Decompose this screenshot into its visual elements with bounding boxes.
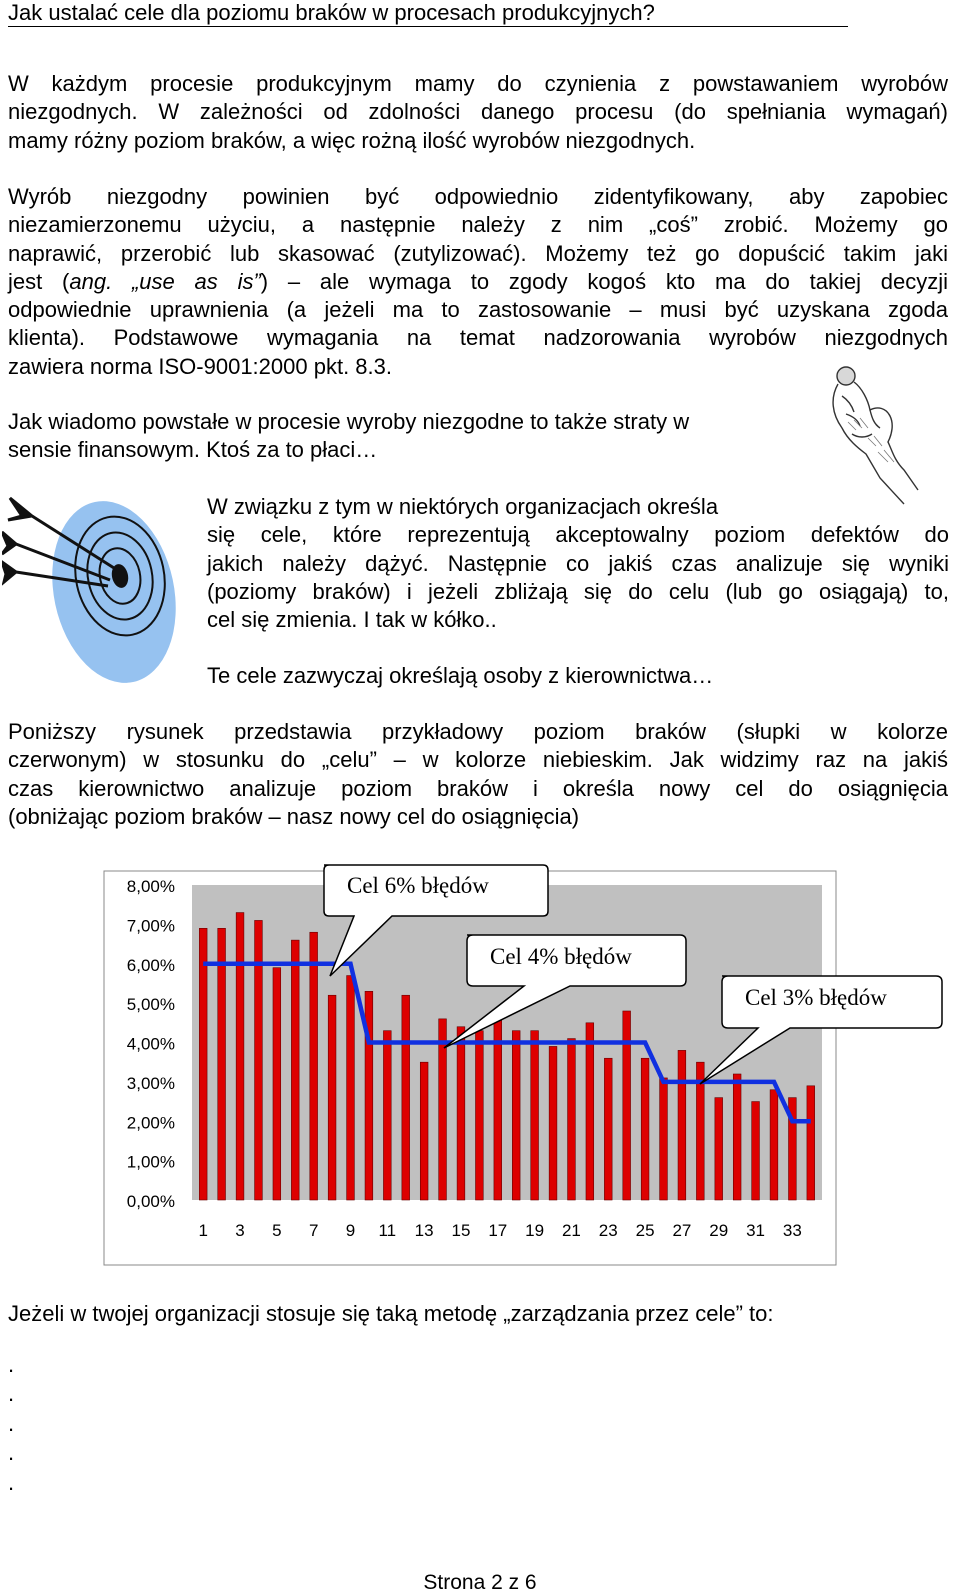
bar <box>402 995 410 1200</box>
intro-paragraph <box>8 70 948 155</box>
callout-label: Cel 3% błędów <box>745 985 887 1010</box>
text-line: Wyrób niezgodny powinien być odpowiednio zidentyfikowany, aby zapobiec <box>8 184 948 209</box>
page-footer: Strona 2 z 6 <box>423 1571 537 1594</box>
y-tick-label: 4,00% <box>126 1034 175 1054</box>
bar <box>715 1098 723 1200</box>
x-tick-label: 11 <box>378 1221 397 1240</box>
bar <box>328 995 336 1200</box>
y-tick-label: 3,00% <box>126 1073 175 1093</box>
text-line: W każdym procesie produkcyjnym mamy do czynienia z powstawaniem wyrobów <box>8 71 948 96</box>
x-tick-label: 13 <box>414 1221 434 1240</box>
x-tick-label: 5 <box>272 1221 282 1240</box>
y-tick-label: 5,00% <box>126 995 175 1015</box>
bar <box>586 1023 594 1200</box>
bar <box>218 928 226 1200</box>
text-line: Jak wiadomo powstałe w procesie wyroby niezgodne to także straty w <box>8 409 690 434</box>
y-tick-label: 6,00% <box>126 955 175 975</box>
callout-label: Cel 4% błędów <box>490 944 632 969</box>
bar <box>752 1102 760 1200</box>
text-line: sensie finansowym. Ktoś za to płaci… <box>8 437 378 463</box>
bar <box>236 913 244 1200</box>
text-line: Te cele zazwyczaj określają osoby z kierownictwa… <box>207 663 714 688</box>
x-tick-label: 17 <box>488 1221 508 1240</box>
x-tick-label: 1 <box>198 1221 208 1240</box>
defect-level-chart <box>0 858 960 1278</box>
bar <box>439 1019 447 1200</box>
bar <box>660 1078 668 1200</box>
page-title: Jak ustalać cele dla poziomu braków w procesach produkcyjnych? <box>8 0 848 27</box>
text-line: odpowiednie uprawnienia (a jeżeli ma to zastosowanie – musi być uzyskana zgoda <box>8 297 948 323</box>
nonconforming-paragraph <box>8 183 948 381</box>
bar <box>457 1027 465 1200</box>
x-tick-label: 7 <box>308 1221 319 1240</box>
bar <box>347 976 355 1200</box>
x-tick-label: 23 <box>598 1221 618 1240</box>
text-line: niezgodnych. W zależności od zdolności danego procesu (do spełniania wymagań) <box>8 99 948 125</box>
text-line: zawiera norma ISO-9001:2000 pkt. 8.3. <box>8 353 392 379</box>
bar <box>273 968 281 1200</box>
callout-label: Cel 6% błędów <box>347 873 489 898</box>
bar <box>512 1031 520 1200</box>
bar <box>199 928 207 1200</box>
text-line: (poziomy braków) i jeżeli zbliżają się do celu (lub go osiągają) to, <box>207 578 949 604</box>
x-tick-label: 9 <box>345 1221 356 1240</box>
text-line: cel się zmienia. I tak w kółko.. <box>207 607 497 633</box>
x-tick-label: 21 <box>561 1221 581 1240</box>
text-line: naprawić, przerobić lub skasować (zutylizować). Możemy też go dopuścić takim jaki <box>8 240 948 266</box>
bar <box>383 1031 391 1200</box>
bar <box>678 1050 686 1200</box>
goals-paragraph <box>207 493 949 634</box>
closing-paragraph <box>8 1300 948 1328</box>
text-line: się cele, które reprezentują akceptowalny poziom defektów do <box>207 522 949 548</box>
y-tick-label: 0,00% <box>126 1192 175 1211</box>
x-tick-label: 3 <box>235 1221 245 1240</box>
text-line: czerwonym) w stosunku do „celu” – w kolorze niebieskim. Jak widzimy raz na jakiś <box>8 747 948 773</box>
text-line: mamy różny poziom braków, a więc rożną ilość wyrobów niezgodnych. <box>8 127 696 153</box>
bar <box>733 1074 741 1200</box>
bar <box>807 1086 815 1200</box>
text-fragment: ) – ale wymaga to zgody kogoś kto ma do takiej decyzji <box>260 268 948 294</box>
y-tick-label: 8,00% <box>126 877 175 896</box>
bar <box>310 932 318 1200</box>
management-paragraph <box>207 662 949 690</box>
bar <box>641 1058 649 1200</box>
bar <box>623 1011 631 1200</box>
x-tick-label: 25 <box>635 1221 655 1240</box>
text-line: W związku z tym w niektórych organizacjach określa <box>207 494 719 519</box>
bar <box>549 1046 557 1200</box>
bar <box>531 1031 539 1200</box>
x-tick-label: 15 <box>451 1221 471 1240</box>
y-tick-label: 1,00% <box>126 1152 175 1172</box>
text-line: Poniższy rysunek przedstawia przykładowy poziom braków (słupki w kolorze <box>8 719 948 744</box>
list-item: . <box>8 1381 15 1407</box>
x-tick-label: 19 <box>525 1221 545 1240</box>
y-tick-label: 2,00% <box>126 1113 175 1133</box>
list-item: . <box>8 1410 15 1436</box>
bar <box>604 1058 612 1200</box>
y-tick-label: 7,00% <box>126 916 175 936</box>
bar <box>420 1062 428 1200</box>
list-item: . <box>8 1352 15 1377</box>
cost-paragraph <box>8 408 788 465</box>
bar <box>568 1039 576 1200</box>
text-line <box>8 268 948 296</box>
x-tick-label: 29 <box>709 1221 729 1240</box>
bar <box>770 1090 778 1200</box>
bar <box>494 1011 502 1200</box>
chart-intro-paragraph <box>8 718 948 831</box>
bar <box>291 940 299 1200</box>
x-tick-label: 31 <box>746 1221 766 1240</box>
italic-phrase: ang. „use as is” <box>69 268 261 294</box>
x-tick-label: 33 <box>782 1221 802 1240</box>
x-tick-label: 27 <box>672 1221 692 1240</box>
text-line: jakich należy dążyć. Następnie co jakiś czas analizuje się wyniki <box>207 550 949 576</box>
list-item: . <box>8 1440 15 1466</box>
hand-coin-illustration <box>808 358 926 506</box>
text-line: (obniżając poziom braków – nasz nowy cel do osiągnięcia) <box>8 803 580 829</box>
dot-list <box>8 1350 14 1497</box>
text-line: Jeżeli w twojej organizacji stosuje się taką metodę „zarządzania przez cele” to: <box>8 1301 774 1326</box>
text-fragment: jest ( <box>8 268 70 294</box>
target-darts-illustration <box>2 490 182 686</box>
text-line: czas kierownictwo analizuje poziom braków i określa nowy cel do osiągnięcia <box>8 775 948 801</box>
bar <box>476 1031 484 1200</box>
list-item: . <box>8 1469 15 1495</box>
text-line: klienta). Podstawowe wymagania na temat nadzorowania wyrobów niezgodnych <box>8 325 948 351</box>
text-line: niezamierzonemu użyciu, a następnie należy z nim „coś” zrobić. Możemy go <box>8 212 948 238</box>
